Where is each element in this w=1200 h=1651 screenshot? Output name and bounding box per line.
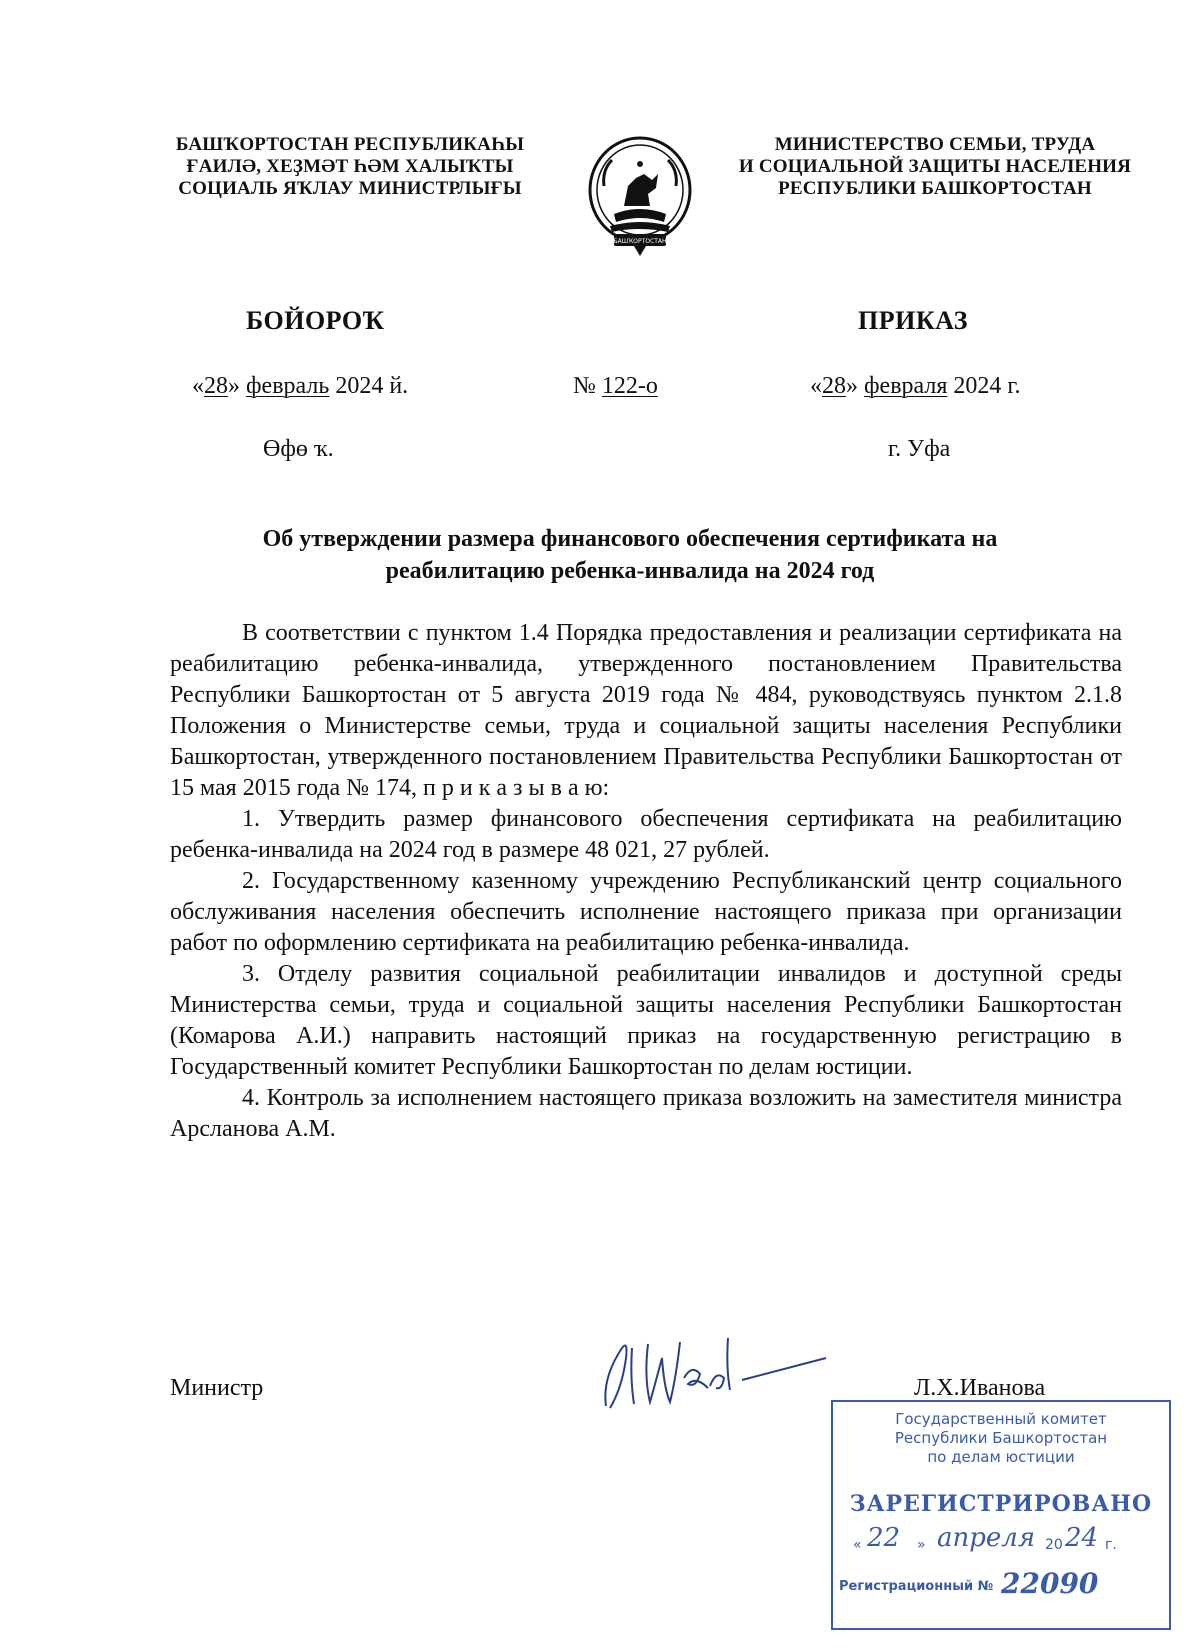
- stamp-date-day: 22: [867, 1523, 901, 1553]
- letterhead-bashkir: [150, 134, 550, 200]
- date-russian-month: февраля: [864, 373, 948, 399]
- body-item-4: 4. Контроль за исполнением настоящего приказа возложить на заместителя министра Арсланова А.М.: [170, 1085, 1122, 1142]
- handwritten-signature: [592, 1318, 832, 1420]
- document-title-line-2: реабилитацию ребенка-инвалида на 2024 год: [385, 558, 875, 584]
- city-bashkir: Өфө ҡ.: [263, 436, 334, 462]
- document-title-line-1: Об утверждении размера финансового обеспечения сертификата на: [262, 526, 998, 552]
- body-item-3: 3. Отделу развития социальной реабилитации инвалидов и доступной среды Министерства семьи, труда и социальной защиты населения Республики Башкортостан (Комарова А.И.) направить настоящий приказ на государственную регистрацию в Государственный комитет Республики Башкортостан по делам юстиции.: [170, 961, 1122, 1080]
- coat-of-arms-icon: [584, 134, 696, 258]
- body-item-1: 1. Утвердить размер финансового обеспечения сертификата на реабилитацию ребенка-инвалида на 2024 год в размере 48 021, 27 рублей.: [170, 806, 1122, 863]
- letterhead-russian-line-2: И СОЦИАЛЬНОЙ ЗАЩИТЫ НАСЕЛЕНИЯ: [738, 156, 1132, 177]
- stamp-date-year: 24: [1065, 1523, 1099, 1553]
- order-number-value: 122-о: [601, 373, 658, 399]
- city-russian: г. Уфа: [888, 436, 951, 462]
- letterhead-russian-line-3: РЕСПУБЛИКИ БАШКОРТОСТАН: [778, 178, 1092, 199]
- letterhead-bashkir-line-1: БАШҠОРТОСТАН РЕСПУБЛИКАҺЫ: [175, 134, 525, 155]
- order-number: № 122-о: [573, 373, 658, 399]
- stamp-reg-number: Регистрационный № 22090: [839, 1567, 1099, 1600]
- stamp-org-line-2: Республики Башкортостан: [894, 1429, 1108, 1447]
- letterhead-russian: [715, 134, 1155, 200]
- stamp-date-month: апреля: [937, 1523, 1036, 1553]
- date-russian-year: 2024 г.: [953, 373, 1021, 399]
- date-bashkir-day: 28: [204, 373, 228, 399]
- emblem-ribbon-text: БАШҠОРТОСТАН: [613, 238, 667, 245]
- signer-position: Министр: [170, 1375, 264, 1401]
- doc-type-russian: ПРИКАЗ: [858, 306, 969, 335]
- stamp-org-line-1: Государственный комитет: [895, 1410, 1107, 1428]
- body-intro-paragraph: В соответствии с пунктом 1.4 Порядка предоставления и реализации сертификата на реабилитацию ребенка-инвалида, утвержденного постановлением Правительства Республики Башкортостан от 5 августа 2019 года № 484, руководствуясь пунктом 2.1.8 Положения о Министерстве семьи, труда и социальной защиты населения Республики Башкортостан, утвержденного постановлением Правительства Республики Башкортостан от 15 мая 2015 года № 174, п р и к а з ы в а ю:: [170, 620, 1122, 801]
- signer-name: Л.Х.Иванова: [914, 1375, 1046, 1401]
- stamp-date: « 22 » апреля 20 24 г.: [853, 1523, 1117, 1553]
- date-bashkir-month: февраль: [246, 373, 330, 399]
- date-bashkir-year: 2024 й.: [335, 373, 409, 399]
- letterhead-russian-line-1: МИНИСТЕРСТВО СЕМЬИ, ТРУДА: [774, 134, 1096, 155]
- date-russian-day: 28: [822, 373, 846, 399]
- stamp-reg-number-value: 22090: [1001, 1567, 1099, 1600]
- document-title: [170, 523, 1090, 587]
- date-bashkir: «28» февраль 2024 й.: [192, 373, 409, 399]
- doc-type-bashkir: БОЙОРОҠ: [246, 306, 385, 335]
- date-russian: «28» февраля 2024 г.: [810, 373, 1021, 399]
- document-body: [170, 618, 1122, 1145]
- letterhead-bashkir-line-2: ҒАИЛӘ, ХЕҘМӘТ ҺӘМ ХАЛЫҠТЫ: [186, 156, 514, 177]
- body-item-2: 2. Государственному казенному учреждению Республиканский центр социального обслуживания населения обеспечить исполнение настоящего приказа при организации работ по оформлению сертификата на реабилитацию ребенка-инвалида.: [170, 868, 1122, 956]
- letterhead-bashkir-line-3: СОЦИАЛЬ ЯҠЛАУ МИНИСТРЛЫҒЫ: [178, 178, 522, 199]
- stamp-status: ЗАРЕГИСТРИРОВАНО: [849, 1491, 1153, 1517]
- registration-stamp: [831, 1400, 1171, 1630]
- stamp-org: [833, 1410, 1169, 1467]
- stamp-org-line-3: по делам юстиции: [927, 1448, 1075, 1466]
